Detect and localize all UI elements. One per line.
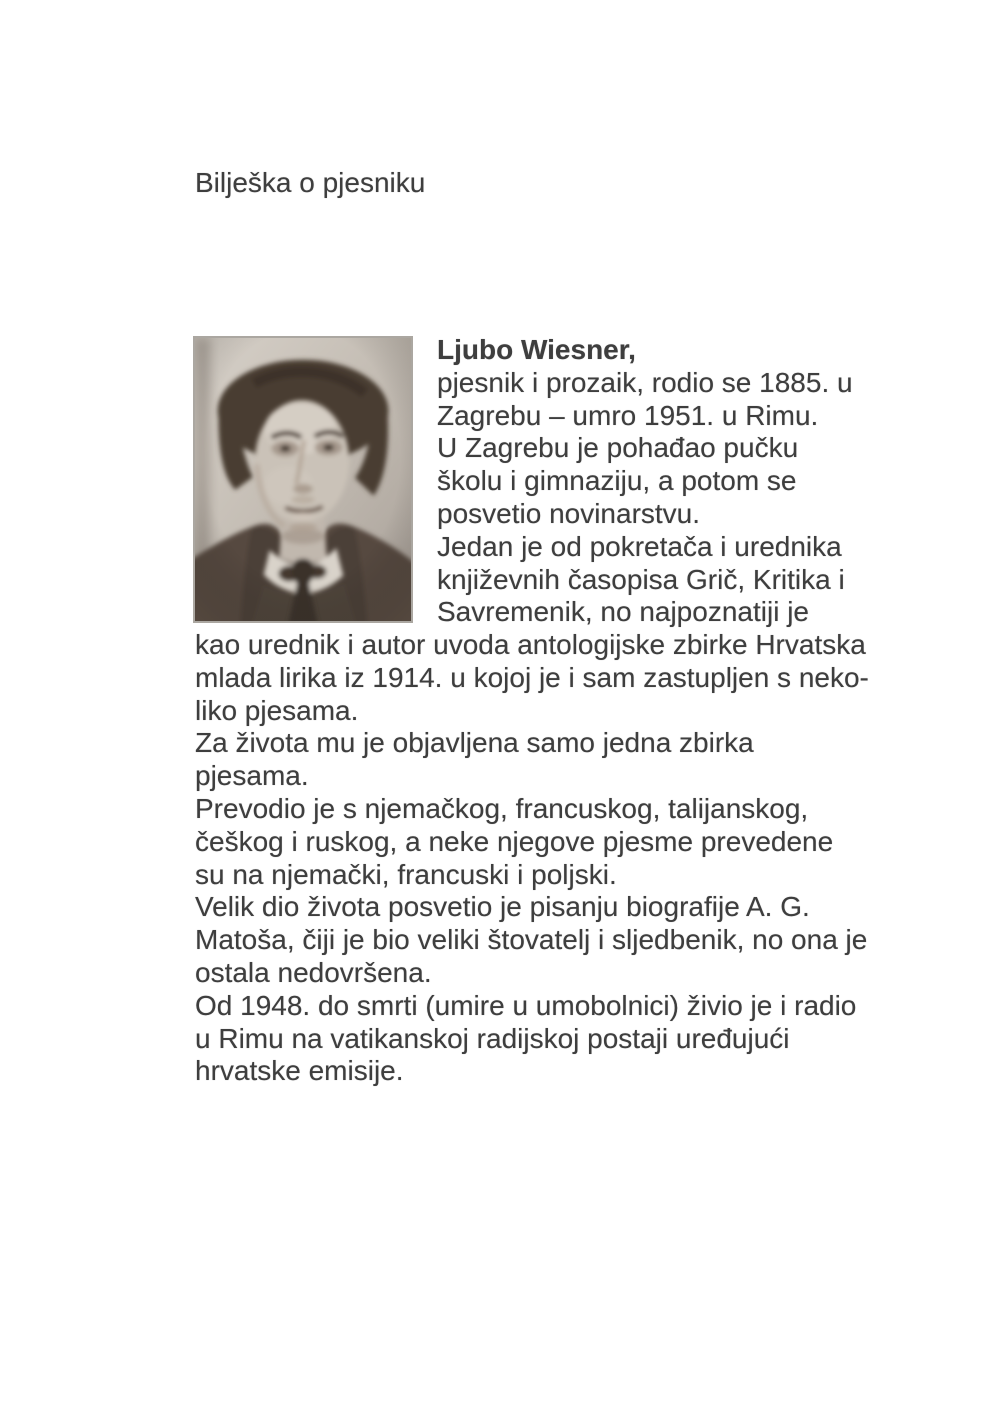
- bio-line: književnih časopisa Grič, Kritika i: [437, 563, 845, 595]
- bio-line: U Zagrebu je pohađao pučku: [437, 432, 799, 464]
- portrait-photo: [193, 336, 413, 623]
- bio-line: školu i gimnaziju, a potom se: [437, 465, 797, 497]
- bio-line: pjesama.: [195, 760, 309, 792]
- bio-text-beside-photo: [437, 334, 853, 629]
- portrait-photo-image: [195, 338, 411, 621]
- bio-line: češkog i ruskog, a neke njegove pjesme prevedene: [195, 825, 834, 857]
- bio-line: su na njemački, francuski i poljski.: [195, 858, 617, 890]
- bio-line: Za života mu je objavljena samo jedna zbirka: [195, 727, 754, 759]
- subject-name: Ljubo Wiesner,: [437, 334, 636, 365]
- bio-line: Zagrebu – umro 1951. u Rimu.: [437, 399, 819, 431]
- bio-line: kao urednik i autor uvoda antologijske zbirke Hrvatska: [195, 629, 866, 660]
- bio-line: posvetio novinarstvu.: [437, 497, 701, 529]
- bio-line: Savremenik, no najpoznatiji je: [437, 596, 809, 628]
- bio-text-full-width: [195, 629, 869, 1088]
- bio-line: hrvatske emisije.: [195, 1055, 404, 1087]
- bio-line: Matoša, čiji je bio veliki štovatelj i sljedbenik, no ona je: [195, 924, 868, 956]
- bio-line: Jedan je od pokretača i urednika: [437, 530, 842, 562]
- bio-line: pjesnik i prozaik, rodio se 1885. u: [437, 366, 853, 398]
- bio-line: mlada lirika iz 1914. u kojoj je i sam zastupljen s neko-: [195, 661, 869, 693]
- bio-line: Od 1948. do smrti (umire u umobolnici) živio je i radio: [195, 989, 857, 1021]
- bio-line: u Rimu na vatikanskoj radijskoj postaji uređujući: [195, 1022, 790, 1054]
- page-title: Bilješka o pjesniku: [195, 167, 426, 198]
- bio-line: Velik dio života posvetio je pisanju biografije A. G.: [195, 891, 810, 923]
- bio-line: Prevodio je s njemačkog, francuskog, talijanskog,: [195, 792, 809, 824]
- bio-line: ostala nedovršena.: [195, 956, 432, 988]
- bio-line: liko pjesama.: [195, 694, 359, 726]
